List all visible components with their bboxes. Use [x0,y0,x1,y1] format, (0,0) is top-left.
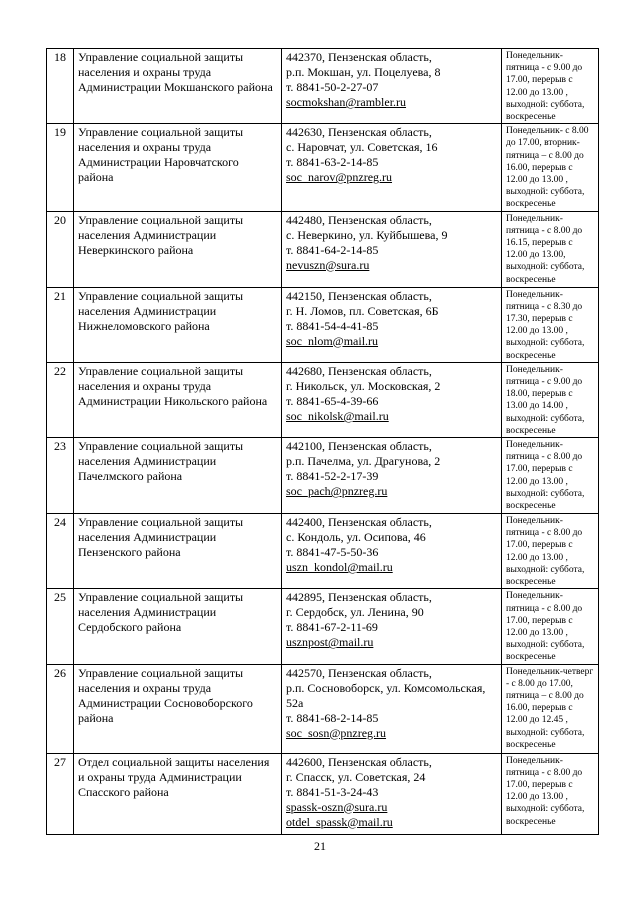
working-hours: Понедельник-пятница - с 9.00 до 17.00, перерыв с 12.00 до 13.00 , выходной: суббота, воскресенье [502,49,599,124]
table-row [47,362,599,437]
office-address-cell [282,589,502,664]
office-address-cell [282,753,502,834]
working-hours: Понедельник-четверг - с 8.00 до 17.00, пятница – с 8.00 до 16.00, перерыв с 12.00 до 12.45 , выходной: суббота, воскресенье [502,664,599,753]
office-name: Отдел социальной защиты населения и охраны труда Администрации Спасского района [74,753,282,834]
office-address-cell [282,514,502,589]
working-hours: Понедельник-пятница - с 8.00 до 17.00, перерыв с 12.00 до 13.00 , выходной: суббота, воскресенье [502,753,599,834]
row-number: 21 [47,287,74,362]
office-address-cell [282,124,502,211]
table-row [47,287,599,362]
street-address: с. Неверкино, ул. Куйбышева, 9 [286,227,448,242]
row-number: 23 [47,438,74,514]
working-hours: Понедельник- с 8.00 до 17.00, вторник-пятница – с 8.00 до 16.00, перерыв с 12.00 до 13.00 , выходной: суббота, воскресенье [502,124,599,211]
postal-address: 442630, Пензенская область, [286,125,432,140]
working-hours: Понедельник-пятница - с 8.30 до 17.30, перерыв с 12.00 до 13.00 , выходной: суббота, воскресенье [502,287,599,362]
office-name: Управление социальной защиты населения Администрации Неверкинского района [74,211,282,287]
email-link[interactable]: soc_pach@pnzreg.ru [286,484,388,499]
postal-address: 442480, Пензенская область, [286,212,432,227]
postal-address: 442895, Пензенская область, [286,590,432,605]
office-name: Управление социальной защиты населения и охраны труда Администрации Никольского района [74,362,282,437]
row-number: 22 [47,362,74,437]
row-number: 18 [47,49,74,124]
row-number: 25 [47,589,74,664]
table-row [47,124,599,211]
phone-number: т. 8841-51-3-24-43 [286,784,379,799]
office-name: Управление социальной защиты населения Администрации Пензенского района [74,514,282,589]
row-number: 26 [47,664,74,753]
table-row [47,664,599,753]
office-name: Управление социальной защиты населения Администрации Сердобского района [74,589,282,664]
row-number: 19 [47,124,74,211]
office-address-cell [282,664,502,753]
row-number: 27 [47,753,74,834]
table-row [47,514,599,589]
phone-number: т. 8841-63-2-14-85 [286,155,379,170]
phone-number: т. 8841-67-2-11-69 [286,620,378,635]
office-address-cell [282,287,502,362]
street-address: с. Наровчат, ул. Советская, 16 [286,140,438,155]
street-address: г. Спасск, ул. Советская, 24 [286,769,426,784]
table-row [47,211,599,287]
working-hours: Понедельник-пятница - с 8.00 до 16.15, перерыв с 12.00 до 13.00, выходной: суббота, воскресенье [502,211,599,287]
working-hours: Понедельник-пятница - с 9.00 до 18.00, перерыв с 13.00 до 14.00 , выходной: суббота, воскресенье [502,362,599,437]
email-link[interactable]: soc_nlom@mail.ru [286,333,379,348]
working-hours: Понедельник-пятница - с 8.00 до 17.00, перерыв с 12.00 до 13.00 , выходной: суббота, воскресенье [502,438,599,514]
office-address-cell [282,362,502,437]
street-address: р.п. Сосновоборск, ул. Комсомольская, 52а [286,680,486,710]
postal-address: 442600, Пензенская область, [286,754,432,769]
email-link[interactable]: uszn_kondol@mail.ru [286,560,393,575]
phone-number: т. 8841-52-2-17-39 [286,469,379,484]
email-link[interactable]: soc_narov@pnzreg.ru [286,170,393,185]
working-hours: Понедельник-пятница - с 8.00 до 17.00, перерыв с 12.00 до 13.00 , выходной: суббота, воскресенье [502,589,599,664]
street-address: г. Сердобск, ул. Ленина, 90 [286,605,424,620]
email-link[interactable]: soc_sosn@pnzreg.ru [286,725,387,740]
email-link[interactable]: soc_nikolsk@mail.ru [286,408,389,423]
office-name: Управление социальной защиты населения Администрации Пачелмского района [74,438,282,514]
row-number: 20 [47,211,74,287]
table-row [47,589,599,664]
office-address-cell [282,438,502,514]
phone-number: т. 8841-54-4-41-85 [286,318,379,333]
table-row [47,753,599,834]
table-row [47,438,599,514]
office-name: Управление социальной защиты населения и охраны труда Администрации Мокшанского района [74,49,282,124]
office-name: Управление социальной защиты населения Администрации Нижнеломовского района [74,287,282,362]
email-link[interactable]: spassk-oszn@sura.ru [286,799,388,814]
street-address: с. Кондоль, ул. Осипова, 46 [286,530,426,545]
office-address-cell [282,211,502,287]
postal-address: 442570, Пензенская область, [286,665,432,680]
postal-address: 442680, Пензенская область, [286,363,432,378]
street-address: р.п. Мокшан, ул. Поцелуева, 8 [286,65,441,79]
phone-number: т. 8841-65-4-39-66 [286,393,379,408]
email-link-secondary[interactable]: otdel_spassk@mail.ru [286,814,393,829]
phone-number: т. 8841-47-5-50-36 [286,545,379,560]
working-hours: Понедельник-пятница - с 8.00 до 17.00, перерыв с 12.00 до 13.00 , выходной: суббота, воскресенье [502,514,599,589]
postal-address: 442400, Пензенская область, [286,515,432,530]
offices-table [46,48,599,835]
page-number: 21 [314,839,326,853]
office-name: Управление социальной защиты населения и охраны труда Администрации Наровчатского района [74,124,282,211]
office-address-cell [282,49,502,124]
office-name: Управление социальной защиты населения и охраны труда Администрации Сосновоборского района [74,664,282,753]
street-address: г. Н. Ломов, пл. Советская, 6Б [286,303,439,318]
street-address: р.п. Пачелма, ул. Драгунова, 2 [286,454,441,469]
phone-number: т. 8841-50-2-27-07 [286,80,379,94]
phone-number: т. 8841-68-2-14-85 [286,710,379,725]
email-link[interactable]: socmokshan@rambler.ru [286,95,407,109]
row-number: 24 [47,514,74,589]
street-address: г. Никольск, ул. Московская, 2 [286,378,441,393]
offices-table-body [47,49,599,835]
postal-address: 442370, Пензенская область, [286,50,432,64]
phone-number: т. 8841-64-2-14-85 [286,242,379,257]
table-row [47,49,599,124]
postal-address: 442150, Пензенская область, [286,288,432,303]
postal-address: 442100, Пензенская область, [286,439,432,454]
email-link[interactable]: nevuszn@sura.ru [286,257,370,272]
email-link[interactable]: usznpost@mail.ru [286,635,374,650]
